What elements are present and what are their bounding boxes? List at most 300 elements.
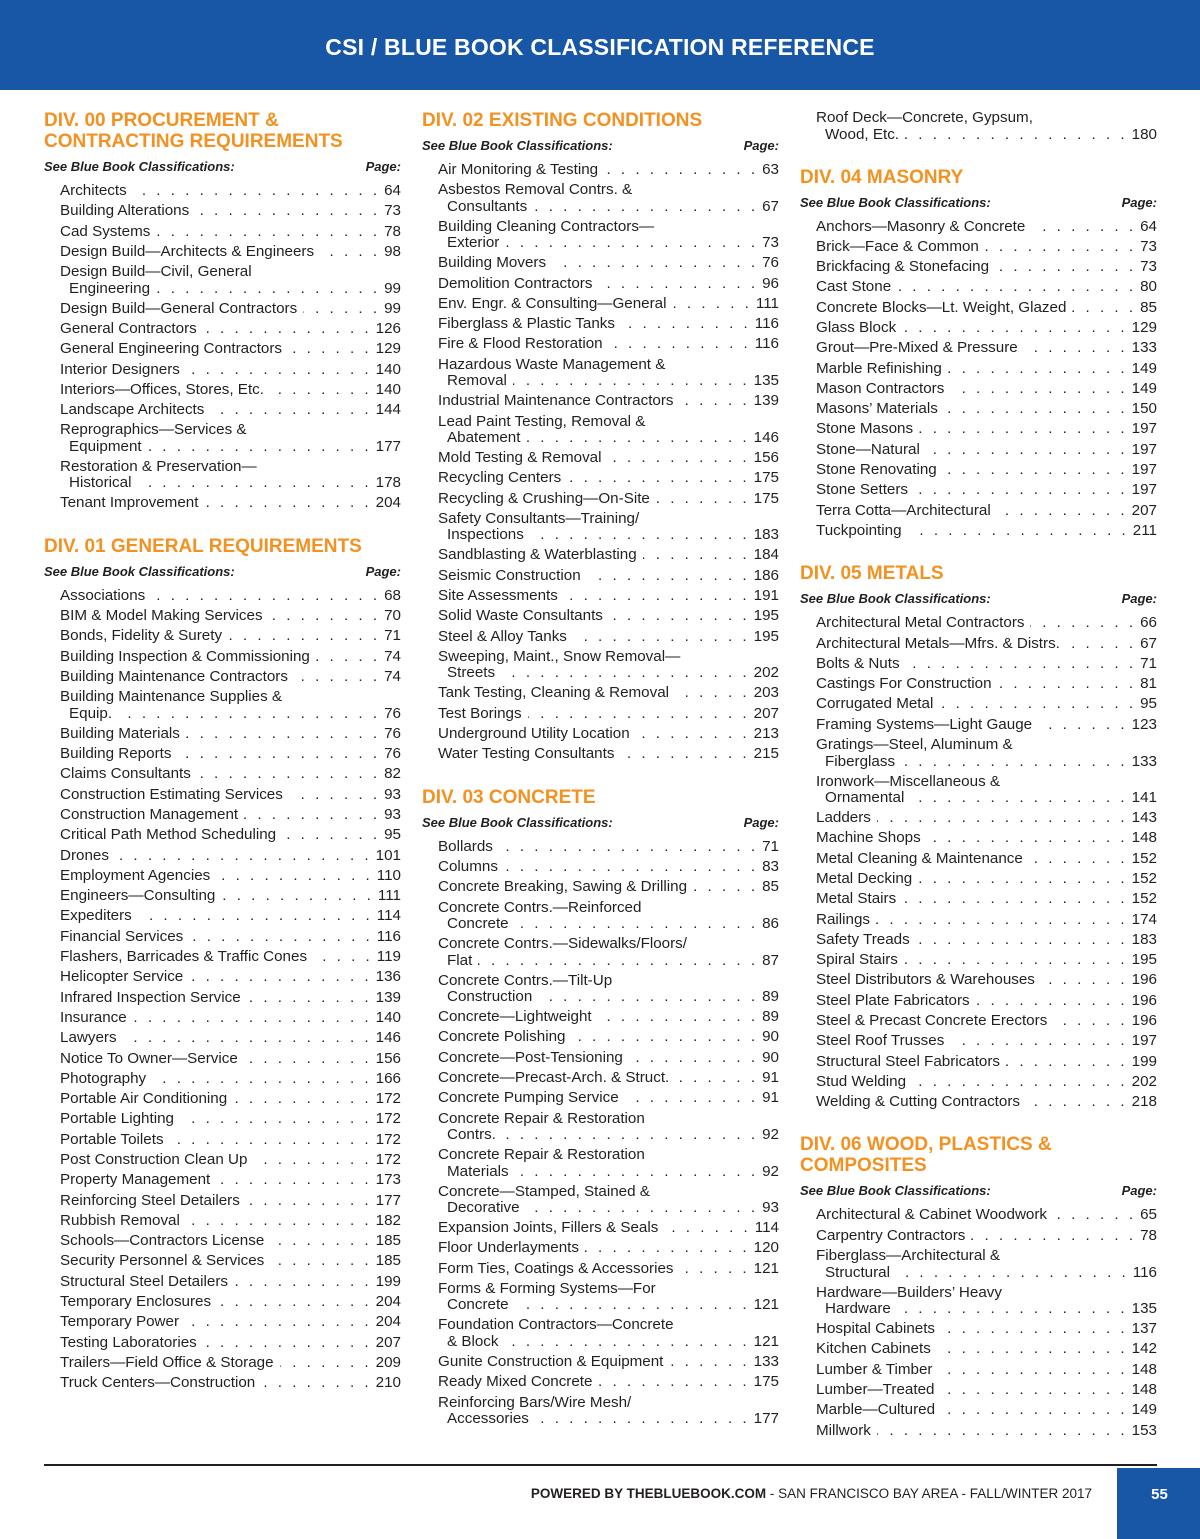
subheader-page-label: Page: <box>1121 591 1157 607</box>
page-ref: 90 <box>762 1029 779 1046</box>
dot-leader <box>170 1132 372 1149</box>
page-ref: 133 <box>753 1353 779 1370</box>
page-ref: 152 <box>1131 891 1157 908</box>
dot-leader <box>941 1402 1128 1419</box>
page-ref: 76 <box>384 725 401 742</box>
classification-entry <box>816 932 1157 952</box>
classification-entry <box>816 871 1157 891</box>
classification-entry <box>816 972 1157 992</box>
classification-entry <box>60 746 401 766</box>
page-ref: 156 <box>753 450 779 467</box>
page-ref: 180 <box>1131 125 1157 143</box>
dot-leader <box>680 1261 750 1278</box>
classification-entry <box>60 588 401 608</box>
classification-entry <box>60 264 401 301</box>
entry-label-line2: Concrete <box>447 1296 509 1314</box>
dot-leader <box>253 1152 371 1169</box>
page-ref: 207 <box>753 705 779 722</box>
classification-entry <box>438 1111 779 1148</box>
entry-label: Portable Toilets <box>60 1131 164 1148</box>
entry-label: Notice To Owner—Service <box>60 1050 238 1067</box>
page-ref: 80 <box>1140 279 1157 296</box>
subheader-label: See Blue Book Classifications: <box>44 159 235 174</box>
page-ref: 152 <box>1131 850 1157 867</box>
entry-label-line1: Hardware—Builders’ Heavy <box>816 1284 1002 1301</box>
dot-leader <box>607 450 749 467</box>
entry-label: Framing Systems—Light Gauge <box>816 716 1033 733</box>
page-ref: 150 <box>1131 401 1157 418</box>
classification-entry <box>816 239 1157 259</box>
entry-label: Rubbish Removal <box>60 1212 180 1229</box>
page-ref: 121 <box>753 1296 779 1314</box>
dot-leader <box>197 766 380 783</box>
page-ref: 175 <box>753 470 779 487</box>
classification-entry <box>438 879 779 899</box>
classification-entry <box>816 381 1157 401</box>
page-ref: 82 <box>384 766 401 783</box>
classification-entry <box>438 1374 779 1394</box>
page-ref: 139 <box>753 393 779 410</box>
subheader-label: See Blue Book Classifications: <box>422 138 613 153</box>
dot-leader <box>625 1090 758 1107</box>
entry-label: Metal Cleaning & Maintenance <box>816 850 1023 867</box>
page-ref: 74 <box>384 648 401 665</box>
entry-label: Stone Setters <box>816 482 909 499</box>
classification-entry <box>60 1030 401 1050</box>
page-ref: 68 <box>384 587 401 604</box>
page-ref: 197 <box>1131 441 1157 458</box>
dot-leader <box>904 952 1128 969</box>
entry-label: Spiral Stairs <box>816 952 898 969</box>
dot-leader <box>289 787 380 804</box>
entry-label: Temporary Power <box>60 1314 180 1331</box>
dot-leader <box>185 1314 372 1331</box>
entry-label-line1: Foundation Contractors—Concrete <box>438 1317 674 1334</box>
entry-label: Temporary Enclosures <box>60 1294 212 1311</box>
dot-leader <box>244 1051 372 1068</box>
entry-label: Carpentry Contractors <box>816 1227 966 1244</box>
entry-label-line2: Decorative <box>447 1199 520 1217</box>
entry-label-line1: Hazardous Waste Management & <box>438 356 666 373</box>
classification-entry <box>816 1033 1157 1053</box>
entry-label: Security Personnel & Services <box>60 1253 265 1270</box>
dot-leader <box>1030 615 1136 632</box>
dot-leader <box>910 790 1127 807</box>
classification-entry <box>816 676 1157 696</box>
entry-label-line2: Inspections <box>447 526 524 544</box>
page-ref: 213 <box>753 726 779 743</box>
classification-entry <box>438 746 779 766</box>
dot-leader <box>919 421 1128 438</box>
entry-label: Concrete—Precast-Arch. & Struct. <box>438 1069 670 1086</box>
entry-label: Tenant Improvement <box>60 495 199 512</box>
entry-label: Anchors—Masonry & Concrete <box>816 218 1026 235</box>
entry-label: Bolts & Nuts <box>816 655 900 672</box>
classification-entry <box>438 1395 779 1432</box>
entry-label: Building Alterations <box>60 203 190 220</box>
dot-leader <box>280 1355 372 1372</box>
entry-label: Building Movers <box>438 255 547 272</box>
dot-leader <box>609 336 751 353</box>
entry-label-line1: Gratings—Steel, Aluminum & <box>816 737 1013 754</box>
classification-entry <box>60 1152 401 1172</box>
entry-label: Design Build—Architects & Engineers <box>60 243 315 260</box>
entry-label-line2: Concrete <box>447 915 509 933</box>
classification-entry <box>60 949 401 969</box>
dot-leader <box>152 1071 372 1088</box>
classification-entry <box>60 929 401 949</box>
entry-label: Concrete Blocks—Lt. Weight, Glazed <box>816 299 1067 316</box>
page-ref: 149 <box>1131 1402 1157 1419</box>
classification-subheader <box>422 138 779 154</box>
entry-label: Stone—Natural <box>816 441 920 458</box>
entry-label-line2: Fiberglass <box>825 752 896 770</box>
dot-leader <box>896 1265 1129 1282</box>
entry-label: Critical Path Method Scheduling <box>60 827 277 844</box>
page-ref: 91 <box>762 1090 779 1107</box>
entry-label: Demolition Contractors <box>438 275 593 292</box>
classification-entry <box>438 276 779 296</box>
dot-leader <box>587 568 750 585</box>
entry-label: Fiberglass & Plastic Tanks <box>438 316 615 333</box>
page-ref: 99 <box>384 300 401 317</box>
classification-entry <box>438 1220 779 1240</box>
page-ref: 172 <box>375 1131 401 1148</box>
dot-leader <box>1006 1054 1128 1071</box>
dot-leader <box>216 1172 371 1189</box>
dot-leader <box>1072 300 1136 317</box>
classification-list <box>800 110 1157 147</box>
page-ref: 197 <box>1131 482 1157 499</box>
page-ref: 93 <box>762 1199 779 1217</box>
entry-label: Water Testing Consultants <box>438 746 615 763</box>
entry-label-line2: Structural <box>825 1263 890 1281</box>
page-ref: 137 <box>1131 1321 1157 1338</box>
classification-entry <box>816 1402 1157 1422</box>
classification-entry <box>816 952 1157 972</box>
classification-entry <box>438 316 779 336</box>
entry-label: Steel Distributors & Warehouses <box>816 972 1035 989</box>
dot-leader <box>1029 851 1128 868</box>
classification-entry <box>816 891 1157 911</box>
page-ref: 74 <box>384 668 401 685</box>
dot-leader <box>944 401 1128 418</box>
entry-label: Mold Testing & Removal <box>438 450 602 467</box>
classification-entry <box>60 224 401 244</box>
dot-leader <box>916 932 1128 949</box>
entry-label: Fire & Flood Restoration <box>438 336 603 353</box>
entry-label: Tank Testing, Cleaning & Removal <box>438 685 670 702</box>
classification-entry <box>438 649 779 686</box>
classification-entry <box>60 183 401 203</box>
entry-label: Cast Stone <box>816 279 892 296</box>
classification-entry <box>438 706 779 726</box>
entry-label: Gunite Construction & Equipment <box>438 1353 664 1370</box>
classification-list <box>800 1207 1157 1442</box>
dot-leader <box>148 439 372 456</box>
classification-entry <box>816 1228 1157 1248</box>
dot-leader <box>552 255 758 272</box>
entry-label: Underground Utility Location <box>438 726 630 743</box>
classification-entry <box>60 1335 401 1355</box>
classification-entry <box>816 482 1157 502</box>
classification-entry <box>816 110 1157 147</box>
classification-entry <box>60 1193 401 1213</box>
dot-leader <box>1053 1013 1127 1030</box>
page-ref: 152 <box>1131 870 1157 887</box>
entry-label-line1: Reprographics—Services & <box>60 422 247 439</box>
classification-entry <box>60 1233 401 1253</box>
entry-label: Railings <box>816 911 871 928</box>
entry-label: Portable Lighting <box>60 1111 174 1128</box>
entry-label: Millwork <box>816 1422 871 1439</box>
entry-label: Building Reports <box>60 746 172 763</box>
entry-label: Claims Consultants <box>60 766 191 783</box>
dot-leader <box>288 341 372 358</box>
page-ref: 92 <box>762 1162 779 1180</box>
entry-label: Test Borings <box>438 705 522 722</box>
page-ref: 67 <box>1140 635 1157 652</box>
entry-label: Stone Masons <box>816 421 914 438</box>
page-ref: 73 <box>1140 238 1157 255</box>
classification-entry <box>816 1382 1157 1402</box>
page-ref: 63 <box>762 162 779 178</box>
page-ref: 135 <box>1131 1300 1157 1318</box>
page-ref: 133 <box>1131 752 1157 770</box>
entry-label-line1: Restoration & Preservation— <box>60 458 257 475</box>
entry-label: Ready Mixed Concrete <box>438 1374 593 1391</box>
page-ref: 116 <box>754 316 779 333</box>
page-ref: 209 <box>375 1354 401 1371</box>
dot-leader <box>1024 340 1128 357</box>
entry-label-line2: Engineering <box>69 279 151 297</box>
dot-leader <box>1031 219 1136 236</box>
entry-label: General Contractors <box>60 320 197 337</box>
entry-label: Mason Contractors <box>816 380 945 397</box>
classification-entry <box>816 1207 1157 1227</box>
dot-leader <box>156 281 380 298</box>
classification-subheader <box>422 815 779 831</box>
classification-entry <box>816 361 1157 381</box>
page-ref: 140 <box>375 361 401 378</box>
entry-label-line1: Design Build—Civil, General <box>60 264 252 281</box>
division-title: DIV. 06 WOOD, PLASTICS & COMPOSITES <box>800 1134 1052 1177</box>
dot-leader <box>316 649 380 666</box>
entry-label: Concrete Polishing <box>438 1029 566 1046</box>
dot-leader <box>533 199 758 216</box>
dot-leader <box>203 1335 372 1352</box>
dot-leader <box>515 1297 750 1314</box>
entry-label: Post Construction Clean Up <box>60 1151 248 1168</box>
column-2 <box>422 110 779 1451</box>
dot-leader <box>926 442 1128 459</box>
classification-entry <box>438 839 779 859</box>
classification-entry <box>438 357 779 394</box>
entry-label: Floor Underlayments <box>438 1240 579 1257</box>
classification-entry <box>60 402 401 422</box>
page-ref: 121 <box>753 1260 779 1277</box>
classification-entry <box>60 341 401 361</box>
classification-entry <box>816 1074 1157 1094</box>
entry-label-line2: Historical <box>69 474 132 492</box>
dot-leader <box>513 373 750 390</box>
entry-label: Lawyers <box>60 1030 117 1047</box>
page-ref: 197 <box>1131 421 1157 438</box>
page-ref: 110 <box>376 867 401 884</box>
classification-entry <box>816 993 1157 1013</box>
entry-label: Flashers, Barricades & Traffic Cones <box>60 949 308 966</box>
classification-entry <box>60 244 401 264</box>
entry-label: Insurance <box>60 1009 127 1026</box>
classification-entry <box>60 649 401 669</box>
classification-entry <box>60 321 401 341</box>
classification-entry <box>60 1274 401 1294</box>
footer-text <box>531 1486 1092 1501</box>
dot-leader <box>501 665 750 682</box>
dot-leader <box>221 888 374 905</box>
entry-label: Truck Centers—Construction <box>60 1375 256 1392</box>
dot-leader <box>210 402 371 419</box>
dot-leader <box>123 1030 372 1047</box>
dot-leader <box>877 1423 1128 1440</box>
entry-label-line2: Contrs. <box>447 1126 496 1144</box>
dot-leader <box>115 848 372 865</box>
dot-leader <box>244 807 380 824</box>
classification-entry <box>816 615 1157 635</box>
dot-leader <box>629 1050 758 1067</box>
page-ref: 121 <box>753 1332 779 1350</box>
classification-list <box>44 183 401 516</box>
classification-entry <box>816 279 1157 299</box>
classification-entry <box>816 912 1157 932</box>
footer-brand[interactable]: POWERED BY THEBLUEBOOK.COM <box>530 1486 767 1501</box>
classification-entry <box>816 737 1157 774</box>
dot-leader <box>189 969 371 986</box>
entry-label-line2: Ornamental <box>825 789 905 807</box>
page-ref: 65 <box>1140 1207 1157 1224</box>
dot-leader <box>998 676 1137 693</box>
classification-entry <box>60 1314 401 1334</box>
page-ref: 89 <box>762 988 779 1006</box>
subheader-label: See Blue Book Classifications: <box>44 563 235 579</box>
page-ref: 101 <box>375 847 401 864</box>
entry-label-line2: & Block <box>447 1332 499 1350</box>
dot-leader <box>950 1033 1127 1050</box>
page-ref: 96 <box>762 275 779 292</box>
dot-leader <box>943 462 1128 479</box>
dot-leader <box>1038 717 1128 734</box>
page-ref: 196 <box>1131 972 1157 989</box>
classification-entry <box>438 414 779 451</box>
page-ref: 172 <box>375 1151 401 1168</box>
page-ref: 195 <box>1131 952 1157 969</box>
dot-leader <box>680 393 750 410</box>
entry-label: Concrete—Lightweight <box>438 1009 592 1026</box>
page-ref: 116 <box>376 928 401 945</box>
entry-label-line1: Building Maintenance Supplies & <box>60 689 283 706</box>
page-number-box <box>1117 1468 1200 1539</box>
entry-label: Engineers—Consulting <box>60 888 216 905</box>
page-ref: 83 <box>762 858 779 875</box>
dot-leader <box>203 321 372 338</box>
division-title: DIV. 05 METALS <box>800 563 944 585</box>
page-ref: 111 <box>755 295 779 312</box>
dot-leader <box>177 746 380 763</box>
page-ref: 135 <box>753 372 779 390</box>
entry-label: Concrete Pumping Service <box>438 1090 619 1107</box>
entry-label-line1: Fiberglass—Architectural & <box>816 1248 1001 1265</box>
subheader-label: See Blue Book Classifications: <box>800 1183 991 1199</box>
entry-label: BIM & Model Making Services <box>60 608 263 625</box>
entry-label-line2: Wood, Etc. <box>825 125 900 143</box>
page-ref: 140 <box>375 1009 401 1026</box>
entry-label: Steel & Alloy Tanks <box>438 628 567 645</box>
entry-label: Landscape Architects <box>60 402 205 419</box>
classification-entry <box>816 401 1157 421</box>
classification-entry <box>438 1009 779 1029</box>
subheader-label: See Blue Book Classifications: <box>800 591 991 607</box>
dot-leader <box>918 871 1127 888</box>
entry-label-line2: Materials <box>447 1162 509 1180</box>
division-title: DIV. 00 PROCUREMENT & CONTRACTING REQUIREMENTS <box>44 110 343 152</box>
dot-leader <box>526 1200 759 1217</box>
entry-label: Architects <box>60 183 127 199</box>
subheader-page-label: Page: <box>743 814 779 830</box>
classification-entry <box>60 1051 401 1071</box>
dot-leader <box>897 1301 1128 1318</box>
page-ref: 178 <box>375 474 401 492</box>
classification-entry <box>816 810 1157 830</box>
classification-entry <box>438 629 779 649</box>
classification-entry <box>60 382 401 402</box>
entry-label: Recycling Centers <box>438 470 562 487</box>
classification-entry <box>438 255 779 275</box>
page-ref: 184 <box>753 547 779 564</box>
classification-entry <box>816 1285 1157 1322</box>
classification-entry <box>438 568 779 588</box>
entry-label: Air Monitoring & Testing <box>438 162 599 178</box>
page-ref: 149 <box>1131 380 1157 397</box>
entry-label: Metal Decking <box>816 870 913 887</box>
classification-entry <box>60 807 401 827</box>
dot-leader <box>1026 1094 1128 1111</box>
page-ref: 64 <box>1140 218 1157 235</box>
entry-label: Env. Engr. & Consulting—General <box>438 295 667 312</box>
dot-leader <box>948 361 1128 378</box>
dot-leader <box>643 547 750 564</box>
page-ref: 78 <box>1140 1227 1157 1244</box>
classification-entry <box>816 1013 1157 1033</box>
dot-leader <box>233 1091 371 1108</box>
entry-label-line2: Equip. <box>69 704 113 722</box>
entry-label-line1: Ironwork—Miscellaneous & <box>816 773 1001 790</box>
classification-entry <box>438 900 779 937</box>
classification-entry <box>816 851 1157 871</box>
page-ref: 90 <box>762 1049 779 1066</box>
dot-leader <box>303 301 380 318</box>
page-ref: 91 <box>762 1069 779 1086</box>
entry-label-line2: Exterior <box>447 234 500 252</box>
division-section <box>422 787 779 1431</box>
classification-entry <box>60 1253 401 1273</box>
page-ref: 197 <box>1131 462 1157 479</box>
dot-leader <box>940 1382 1127 1399</box>
subheader-page-label: Page: <box>743 138 779 153</box>
classification-entry <box>816 340 1157 360</box>
entry-label: General Engineering Contractors <box>60 341 283 358</box>
classification-entry <box>60 1111 401 1131</box>
classification-list <box>44 588 401 1396</box>
